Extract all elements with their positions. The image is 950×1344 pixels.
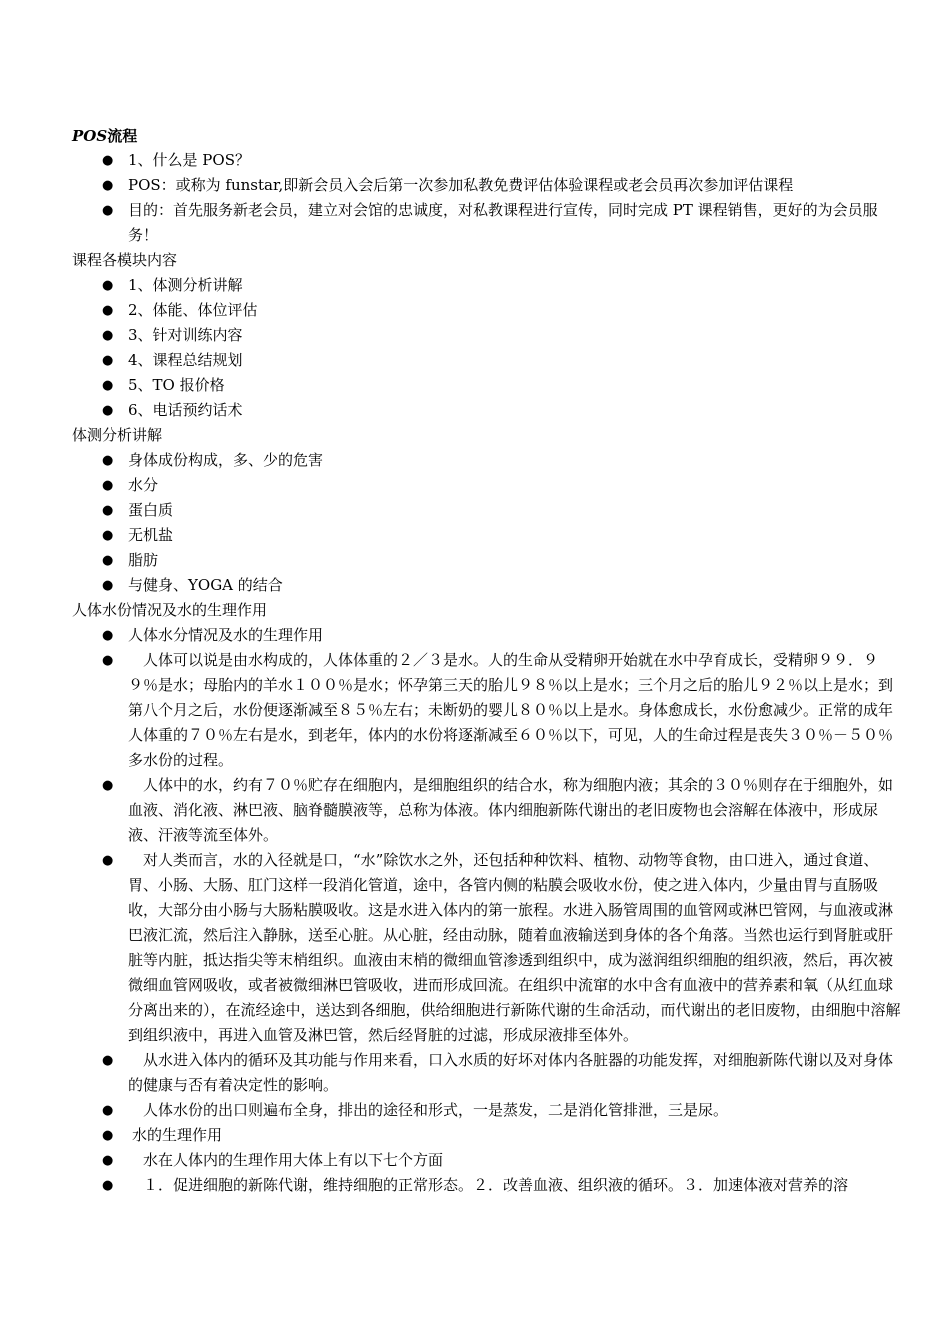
bullet-icon: ●: [102, 403, 114, 418]
list-item: [72, 173, 902, 198]
list-item-text: 水在人体内的生理作用大体上有以下七个方面: [143, 1151, 444, 1169]
bullet-icon: ●: [102, 378, 114, 393]
list-item: [72, 273, 902, 298]
list-item-text: 1、体测分析讲解: [128, 276, 243, 294]
list-item-text: 人体可以说是由水构成的，人体体重的２／３是水。人的生命从受精卵开始就在水中孕育成长，受精卵９９．９９％是水；母胎内的羊水１００％是水；怀孕第三天的胎儿９８％以上是水；三个月之后的胎儿９２％以上是水；到第八个月之后，水份便逐渐减至８５％左右；未断奶的婴儿８０％以上是水。身体愈成长，水份愈减少。正常的成年人体重的７０％左右是水，到老年，体内的水份将逐渐减至６０％以下，可见，人的生命过程是丧失３０％－５０％多水份的过程。: [128, 651, 894, 769]
list-item: [72, 298, 902, 323]
list-item: [72, 373, 902, 398]
list-item: [72, 573, 902, 598]
list-item: [72, 398, 902, 423]
list-item: [72, 473, 902, 498]
section-heading-body-analysis: 体测分析讲解: [72, 426, 163, 444]
list-item-text: 人体中的水，约有７０％贮存在细胞内，是细胞组织的结合水，称为细胞内液；其余的３０％则存在于细胞外，如血液、消化液、淋巴液、脑脊髓膜液等，总称为体液。体内细胞新陈代谢出的老旧废物也会溶解在体液中，形成尿液、汗液等流至体外。: [128, 776, 894, 844]
bullet-icon: ●: [102, 1128, 114, 1143]
body-analysis-list: [72, 448, 902, 598]
list-item-text: 水的生理作用: [132, 1126, 223, 1144]
list-item-text: 人体水分情况及水的生理作用: [128, 626, 324, 644]
section-heading-water: 人体水份情况及水的生理作用: [72, 601, 268, 619]
bullet-icon: ●: [102, 778, 114, 793]
bullet-icon: ●: [102, 553, 114, 568]
title-rest: 流程: [107, 127, 138, 145]
pos-intro-list: [72, 148, 902, 248]
list-item: [72, 1048, 902, 1098]
bullet-icon: ●: [102, 178, 114, 193]
list-item-text: 水分: [128, 476, 159, 494]
bullet-icon: ●: [102, 578, 114, 593]
bullet-icon: ●: [102, 453, 114, 468]
list-item: [72, 1148, 902, 1173]
list-item: [72, 773, 902, 848]
list-item-text: １．促进细胞的新陈代谢，维持细胞的正常形态。２．改善血液、组织液的循环。３．加速体液对营养的溶: [143, 1176, 849, 1194]
list-item-text: 1、什么是 POS？: [128, 151, 250, 169]
bullet-icon: ●: [102, 503, 114, 518]
list-item-text: 脂肪: [128, 551, 159, 569]
list-item: [72, 548, 902, 573]
bullet-icon: ●: [102, 478, 114, 493]
list-item: [72, 523, 902, 548]
list-item: [72, 648, 902, 773]
document-title: [72, 124, 902, 148]
list-item: [72, 148, 902, 173]
modules-list: [72, 273, 902, 423]
bullet-icon: ●: [102, 653, 114, 668]
list-item-text: 蛋白质: [128, 501, 174, 519]
list-item-text: 目的：首先服务新老会员，建立对会馆的忠诚度，对私教课程进行宣传，同时完成 PT 课程销售，更好的为会员服务！: [128, 201, 878, 244]
bullet-icon: ●: [102, 328, 114, 343]
list-item: [72, 323, 902, 348]
bullet-icon: ●: [102, 528, 114, 543]
water-list: [72, 623, 902, 1198]
bullet-icon: ●: [102, 853, 114, 868]
bullet-icon: ●: [102, 278, 114, 293]
title-pos: POS: [72, 127, 108, 145]
list-item-text: 2、体能、体位评估: [128, 301, 258, 319]
bullet-icon: ●: [102, 203, 114, 218]
list-item: [72, 1098, 902, 1123]
list-item: [72, 848, 902, 1048]
list-item: [72, 348, 902, 373]
list-item: [72, 198, 902, 248]
list-item-text: 人体水份的出口则遍布全身，排出的途径和形式，一是蒸发，二是消化管排泄，三是尿。: [143, 1101, 729, 1119]
section-heading-modules: 课程各模块内容: [72, 251, 178, 269]
list-item-text: 与健身、YOGA 的结合: [128, 576, 283, 594]
list-item-text: 4、课程总结规划: [128, 351, 243, 369]
bullet-icon: ●: [102, 1153, 114, 1168]
list-item: [72, 448, 902, 473]
list-item-text: 无机盐: [128, 526, 174, 544]
bullet-icon: ●: [102, 303, 114, 318]
list-item-text: 身体成份构成，多、少的危害: [128, 451, 324, 469]
bullet-icon: ●: [102, 1053, 114, 1068]
list-item: [72, 498, 902, 523]
list-item-text: POS：或称为 funstar,即新会员入会后第一次参加私教免费评估体验课程或老会员再次参加评估课程: [128, 176, 794, 194]
bullet-icon: ●: [102, 153, 114, 168]
bullet-icon: ●: [102, 1103, 114, 1118]
bullet-icon: ●: [102, 628, 114, 643]
list-item-text: 5、TO 报价格: [128, 376, 225, 394]
list-item: [72, 623, 902, 648]
bullet-icon: ●: [102, 1178, 114, 1193]
list-item-text: 3、针对训练内容: [128, 326, 243, 344]
list-item-text: 对人类而言，水的入径就是口，“水”除饮水之外，还包括种种饮料、植物、动物等食物，由口进入，通过食道、胃、小肠、大肠、肛门这样一段消化管道，途中，各管内侧的粘膜会吸收水份，使之进入体内，少量由胃与直肠吸收，大部分由小肠与大肠粘膜吸收。这是水进入体内的第一旅程。水进入肠管周围的血管网或淋巴管网，与血液或淋巴液汇流，然后注入静脉，送至心脏。从心脏，经由动脉，随着血液输送到身体的各个角落。当然也运行到肾脏或肝脏等内脏，抵达指尖等末梢组织。血液由末梢的微细血管渗透到组织中，成为滋润组织细胞的组织液，然后，再次被微细血管网吸收，或者被微细淋巴管吸收，进而形成回流。在组织中流窜的水中含有血液中的营养素和氧（从红血球分离出来的），在流经途中，送达到各细胞，供给细胞进行新陈代谢的生命活动，而代谢出的老旧废物，由细胞中溶解到组织液中，再进入血管及淋巴管，然后经肾脏的过滤，形成尿液排至体外。: [128, 851, 901, 1044]
list-item: [72, 1173, 902, 1198]
list-item-text: 6、电话预约话术: [128, 401, 243, 419]
document-body: [72, 124, 902, 1198]
list-item-text: 从水进入体内的循环及其功能与作用来看，口入水质的好坏对体内各脏器的功能发挥，对细胞新陈代谢以及对身体的健康与否有着决定性的影响。: [128, 1051, 894, 1094]
list-item: [72, 1123, 902, 1148]
bullet-icon: ●: [102, 353, 114, 368]
